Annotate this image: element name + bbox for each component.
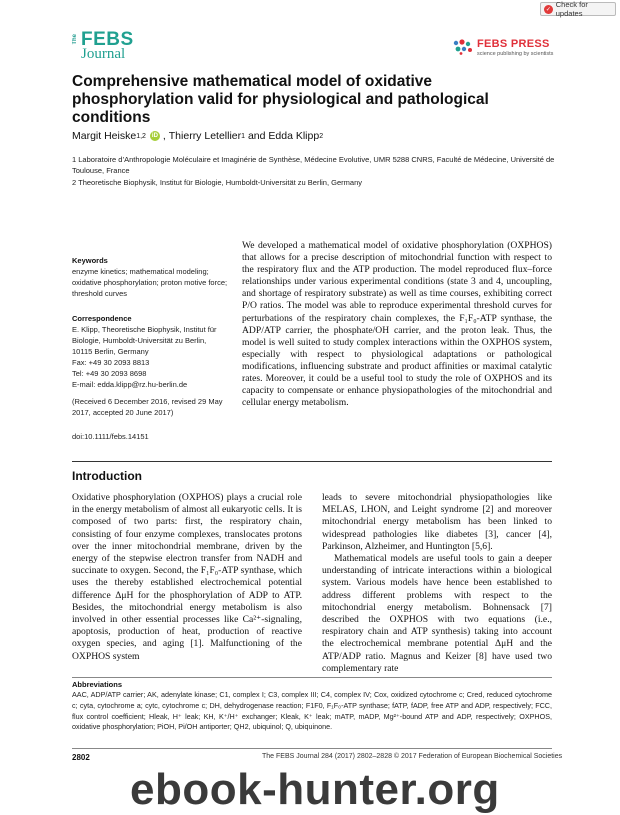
febs-press-dots-icon (452, 39, 474, 55)
introduction-heading: Introduction (72, 469, 142, 483)
author-name: Thierry Letellier (168, 130, 242, 142)
correspondence-line: Tel: +49 30 2093 8698 (72, 369, 147, 378)
abbreviations-heading: Abbreviations (72, 680, 123, 689)
correspondence-line: E. Klipp, Theoretische Biophysik, Institut für (72, 325, 217, 334)
author-name: Edda Klipp (268, 130, 320, 142)
body-paragraph: leads to severe mitochondrial physiopathologies like MELAS, LHON, and Leight syndrome [2] and moreover mitochondrial energy metabolism has been linked to widespread pathologies like diabetes [3], cancer [4], Parkinson, Alzheimer, and Huntington [5,6]. (322, 492, 552, 552)
watermark-text: ebook-hunter.org (130, 765, 500, 814)
orcid-icon[interactable]: iD (151, 133, 158, 139)
journal-logo-journal: Journal (81, 46, 126, 62)
received-dates: (Received 6 December 2016, revised 29 May 2017, accepted 20 June 2017) (72, 397, 223, 417)
body-paragraph: Mathematical models are useful tools to gain a deeper understanding of intricate interactions within a biological system. Various models have hence been established to address different problems with respect to the mitochondrial energy metabolism. Bohnensack [7] described the OXPHOS with two equations (i.e., respiratory chain and ATP synthesis) taking into account the electrochemical membrane potential ΔμH and the ATP/ADP ratio. Magnus and Keizer [8] have used two complementary rate (322, 553, 552, 674)
correspondence-heading: Correspondence (72, 314, 132, 323)
publisher-logo (452, 38, 572, 62)
abstract-text: We developed a mathematical model of oxidative phosphorylation (OXPHOS) that allows for a precise description of mitochondrial function with respect to the respiratory flux and the ATP production. The model reproduced flux–force relationships under various experimental conditions (state 3 and 4, uncoupling, and shortage of respiratory substrate) as well as time courses, exhibiting correct P/O ratios. The model was able to reproduce experimental threshold curves for perturbations of the respiratory chain complexes, the F₁F₀-ATP synthase, the ADP/ATP carrier, the phosphate/OH carrier, and the proton leak. Thus, the model is well suited to study complex interactions within the OXPHOS system, especially with respect to physiological adaptations or pathological modifications, influencing substrate and product affinities or maximal catalytic rates. Moreover, it could be a useful tool to study the role of OXPHOS and its capacity to compensate or enhance physiopathologies of the mitochondrial and cellular energy metabolism. (242, 240, 552, 409)
publisher-name: FEBS PRESS (477, 38, 550, 50)
keywords-text: enzyme kinetics; mathematical modeling; oxidative phosphorylation; proton motive force; threshold curves (72, 267, 228, 298)
article-title: Comprehensive mathematical model of oxidative phosphorylation valid for physiological and pathological conditions (72, 73, 489, 126)
abbreviations-text: AAC, ADP/ATP carrier; AK, adenylate kinase; C1, complex I; C3, complex III; C4, complex IV; Cox, oxidized cytochrome c; Cred, reduced cytochrome c; cyta, cytochrome a; cytc, cytochrome c; DH, dehydrogenase reaction; F1F0, F₁F₀-ATP synthase; fATP, fADP, free ATP and ADP, respectively; FCC, flux control coefficient; Hleak, H⁺ leak; KH, K⁺/H⁺ exchanger; Kleak, K⁺ leak; mATP, mADP, Mg²⁺-bound ATP and ADP, respectively; OXPHOS, oxidative phosphorylation; PiOH, Pi/OH antiporter; QH2, ubiquinol; Q, ubiquinone. (72, 690, 552, 732)
author-affiliation-mark: 1 (241, 132, 246, 140)
section-divider (72, 461, 552, 462)
author-list: Margit Heiske 1,2 iD , Thierry Letellier 1 and Edda Klipp 2 (72, 130, 324, 142)
correspondence-email[interactable]: E-mail: edda.klipp@rz.hu-berlin.de (72, 380, 188, 389)
correspondence-block (72, 324, 232, 390)
correspondence-line: Biologie, Humboldt-Universität zu Berlin, (72, 336, 207, 345)
running-footer: The FEBS Journal 284 (2017) 2802–2828 © 2017 Federation of European Biochemical Societies (262, 753, 563, 760)
page-number: 2802 (72, 753, 90, 762)
body-column-left (72, 492, 302, 663)
abbreviations-divider (72, 677, 552, 678)
journal-logo (72, 29, 154, 62)
affiliation-2: 2 Theoretische Biophysik, Institut für Biologie, Humboldt-Universität zu Berlin, Germany (72, 178, 362, 187)
keywords-heading: Keywords (72, 256, 108, 265)
check-for-updates-label: Check for updates (555, 0, 588, 18)
correspondence-line: 10115 Berlin, Germany (72, 347, 149, 356)
author-affiliation-mark: 2 (319, 132, 324, 140)
doi-link[interactable]: doi:10.1111/febs.14151 (72, 432, 149, 441)
author-affiliation-mark: 1,2 (136, 132, 146, 140)
check-for-updates-button[interactable] (540, 2, 616, 16)
journal-logo-febs: FEBS (81, 29, 134, 50)
author-name: Margit Heiske (72, 130, 137, 142)
body-column-right (322, 492, 552, 675)
affiliation-1: 1 Laboratoire d’Anthropologie Moléculaire et Imaginérie de Synthèse, Médecine Evolutive, UMR 5288 CNRS, Faculté de Médecine, Université de Toulouse, France (72, 155, 555, 175)
body-paragraph: Oxidative phosphorylation (OXPHOS) plays a crucial role in the energy metabolism of almost all eukaryotic cells. It is composed of two parts: first, the respiratory chain, consisting of four enzyme complexes, translocates protons over the inner mitochondrial membrane, driven by the energy of the stepwise electron transfer from NADH and succinate to oxygen. Second, the F₁F₀-ATP synthase, which uses the thereby established electrochemical potential difference ΔμH for the phosphorylation of ADP to ATP. Besides, the mitochondrial energy metabolism is also involved in other essential processes like Ca²⁺-signaling, apoptosis, production of heat, production of reactive oxygen species, and aging [1]. Malfunctioning of the OXPHOS system (72, 492, 302, 662)
footer-divider (72, 748, 552, 749)
publisher-tagline: science publishing by scientists (477, 51, 554, 57)
update-icon: ✓ (545, 6, 551, 13)
journal-logo-the: The (72, 34, 78, 45)
correspondence-line: Fax: +49 30 2093 8813 (72, 358, 150, 367)
